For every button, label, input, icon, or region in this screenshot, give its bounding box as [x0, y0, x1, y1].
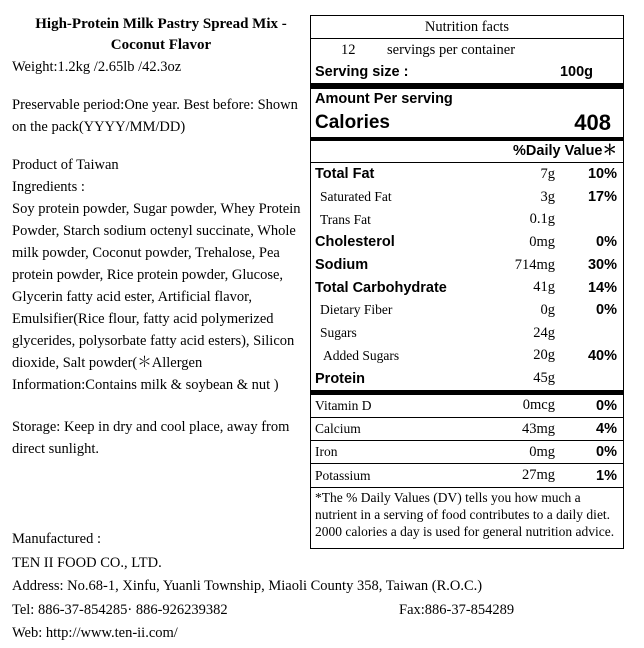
nutrient-daily-value: 14%	[587, 279, 617, 296]
product-title-line-2: Coconut Flavor	[110, 37, 212, 53]
vitamin-amount: 27mg	[521, 467, 555, 484]
vitamin-name: Calcium	[315, 421, 361, 437]
nutrient-daily-value: 10%	[587, 166, 617, 183]
serving-size-value: 100g	[559, 64, 593, 80]
manufacturer-tel: Tel: 886-37-854285· 886-926239382	[12, 601, 228, 618]
storage-instructions: Storage: Keep in dry and cool place, away from direct sunlight.	[12, 419, 290, 457]
nutrient-daily-value: 0%	[596, 302, 617, 319]
preservable-period: Preservable period:One year. Best before: Shown on the pack(YYYY/MM/DD)	[12, 97, 298, 135]
vitamin-daily-value: 0%	[596, 444, 617, 461]
vitamin-row-iron	[311, 441, 623, 464]
nutrient-row-trans-fat	[311, 208, 623, 231]
nutrient-row-total-carbohydrate	[311, 276, 623, 299]
nutrition-facts-panel	[310, 15, 624, 549]
nutrient-row-sodium	[311, 254, 623, 277]
nutrient-daily-value: 17%	[587, 189, 617, 206]
nutrient-amount: 20g	[533, 347, 555, 364]
nutrient-amount: 0mg	[529, 233, 555, 250]
calories-value: 408	[574, 110, 611, 135]
nutrient-row-dietary-fiber	[311, 299, 623, 322]
contact-row	[12, 599, 632, 623]
vitamin-amount: 43mg	[521, 420, 555, 437]
servings-count: 12	[341, 42, 356, 58]
vitamin-amount: 0mg	[529, 443, 555, 460]
manufacturer-name: TEN II FOOD CO., LTD.	[12, 554, 162, 571]
product-weight: Weight:1.2kg /2.65lb /42.3oz	[12, 59, 182, 75]
product-origin: Product of Taiwan	[12, 157, 119, 173]
nutrient-amount: 3g	[540, 188, 555, 205]
nutrient-name: Protein	[315, 370, 365, 387]
vitamin-name: Vitamin D	[315, 397, 372, 413]
nutrient-name: Saturated Fat	[320, 189, 392, 205]
amount-per-serving: Amount Per serving	[315, 91, 453, 107]
nutrient-name: Sugars	[320, 325, 357, 341]
nutrient-name: Trans Fat	[320, 211, 371, 227]
vitamin-name: Potassium	[315, 467, 371, 483]
product-info	[12, 14, 310, 460]
nutrient-name: Total Carbohydrate	[315, 279, 447, 296]
nutrient-row-sugars	[311, 322, 623, 345]
nutrient-daily-value: 40%	[587, 347, 617, 364]
serving-size-label: Serving size :	[315, 64, 409, 80]
vitamin-row-vitamin-d	[311, 395, 623, 418]
manufacturer-fax: Fax:886-37-854289	[399, 601, 515, 618]
product-title-line-1: High-Protein Milk Pastry Spread Mix -	[35, 16, 287, 32]
vitamin-daily-value: 4%	[596, 421, 617, 438]
nutrient-amount: 7g	[540, 165, 555, 182]
manufacturer-web: Web: http://www.ten-ii.com/	[12, 625, 178, 641]
nutrient-row-added-sugars	[311, 345, 623, 368]
ingredients-label: Ingredients :	[12, 179, 85, 195]
nutrient-row-protein	[311, 367, 623, 395]
nutrient-name: Added Sugars	[323, 347, 400, 363]
manufactured-label: Manufactured :	[12, 531, 101, 547]
daily-value-footnote: *The % Daily Values (DV) tells you how much a nutrient in a serving of food contributes to a daily diet. 2000 calories a day is used for general nutrition advice.	[315, 489, 615, 539]
nutrient-name: Cholesterol	[315, 234, 395, 251]
vitamin-amount: 0mcg	[522, 397, 555, 414]
servings-per-container	[311, 39, 623, 61]
calories-row	[311, 109, 623, 141]
product-title	[12, 14, 310, 56]
nutrient-row-total-fat	[311, 163, 623, 186]
nutrient-daily-value: 0%	[596, 234, 617, 251]
manufacturer-info	[12, 528, 632, 646]
daily-value-header: %Daily Value＊	[311, 141, 623, 163]
nutrient-amount: 0g	[540, 301, 555, 318]
vitamin-row-potassium	[311, 464, 623, 487]
nutrient-amount: 714mg	[514, 256, 555, 273]
nutrient-name: Total Fat	[315, 166, 375, 183]
vitamin-row-calcium	[311, 418, 623, 441]
nutrient-daily-value: 30%	[587, 257, 617, 274]
nutrient-amount: 41g	[533, 279, 555, 296]
servings-text: servings per container	[387, 42, 516, 58]
nutrient-name: Sodium	[315, 257, 369, 274]
vitamin-name: Iron	[315, 444, 338, 460]
nutrient-amount: 24g	[533, 324, 555, 341]
vitamin-daily-value: 0%	[596, 397, 617, 414]
nutrient-row-cholesterol	[311, 231, 623, 254]
serving-size	[311, 61, 623, 89]
nutrient-row-saturated-fat	[311, 186, 623, 209]
nutrient-amount: 0.1g	[529, 211, 555, 228]
manufacturer-address: Address: No.68-1, Xinfu, Yuanli Township, Miaoli County 358, Taiwan (R.O.C.)	[12, 578, 483, 594]
nutrient-amount: 45g	[533, 370, 555, 387]
ingredients-list: Soy protein powder, Sugar powder, Whey Protein Powder, Starch sodium octenyl succinate, Whole milk powder, Coconut powder, Trehalose, Pea protein powder, Rice protein powder, Glucose, Glycerin fatty acid ester, Artificial flavor, Emulsifier(Rice flour, fatty acid polymerized glycerides, polysorbate fatty acid esters), Silicon dioxide, Salt powder(＊Allergen Information:Contains milk & soybean & nut )	[12, 201, 301, 393]
vitamin-daily-value: 1%	[596, 467, 617, 484]
nutrition-facts-title: Nutrition facts	[311, 16, 623, 39]
calories-label: Calories	[315, 112, 390, 133]
nutrient-name: Dietary Fiber	[320, 302, 393, 318]
